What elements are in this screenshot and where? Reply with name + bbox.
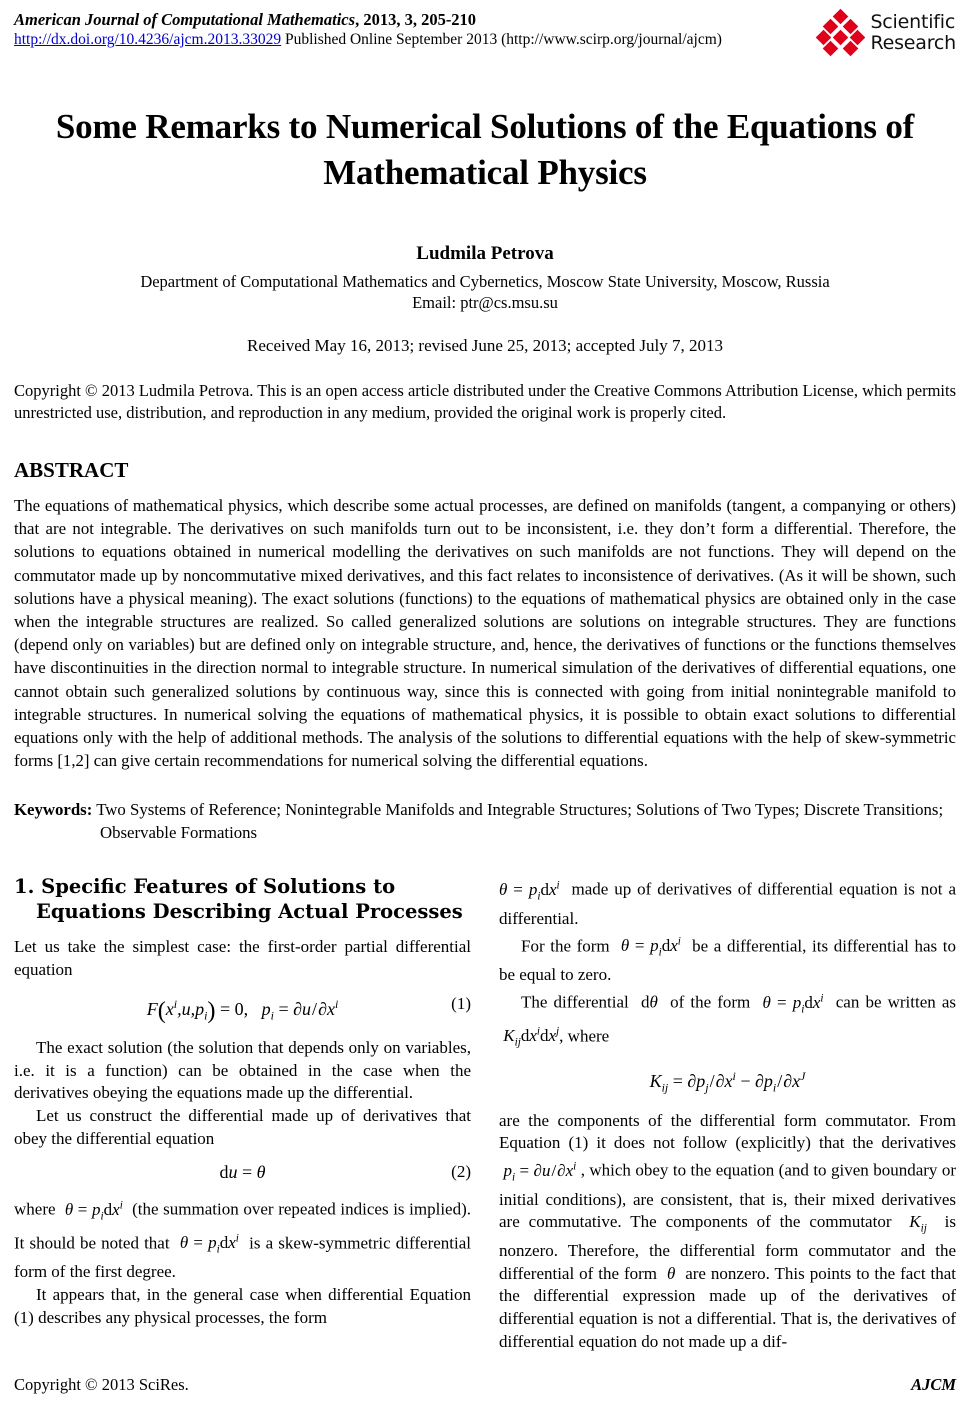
- doi-line: [14, 30, 844, 50]
- footer-copyright: Copyright © 2013 SciRes.: [14, 1375, 189, 1394]
- masthead-text: [14, 10, 844, 50]
- author-name: Ludmila Petrova: [416, 243, 554, 264]
- published-online-text: Published Online September 2013 (http://www.scirp.org/journal/ajcm): [281, 31, 722, 48]
- abstract-heading: ABSTRACT: [14, 458, 129, 482]
- author-email: Email: ptr@cs.msu.su: [412, 293, 558, 312]
- equation-1-number: (1): [451, 993, 471, 1013]
- right-p3-text-d: , where: [559, 1026, 610, 1046]
- equation-2: du = θ (2): [14, 1159, 471, 1185]
- keywords-label: Keywords:: [14, 800, 93, 820]
- right-p3-text-a: The differential: [521, 992, 629, 1012]
- keywords-list: Two Systems of Reference; Nonintegrable Manifolds and Integrable Structures; Solutions of Two Types; Discrete Transitions; Observable Formations: [96, 800, 944, 843]
- right-p2-text-a: For the form: [521, 936, 610, 956]
- right-paragraph-4: are the components of the differential form commutator. From Equation (1) it does not follow (explicitly) that the derivatives $p_i = \partial u/\partial x^i$ , which obey to the equation (and to given boundary or initial conditions), are consistent, that is, their mixed derivatives are commutative. The components of the commutator $K_{ij}$ is nonzero. Therefore, the differential form commutator and the differential of the form θ are nonzero. This points to the fact that the differential expression made up of the derivatives of differential equation is not a differential. That is, the derivatives of differential equation do not made up a dif-: [499, 1110, 957, 1351]
- right-p3-text-b: of the form: [670, 992, 751, 1012]
- right-p4-text-a: are the components of the differential form commutator. From Equation (1) it does not follow (explicitly) that the derivatives: [499, 1110, 956, 1153]
- paper-title: Some Remarks to Numerical Solutions of the Equations of Mathematical Physics: [55, 107, 915, 192]
- right-paragraph-2: For the form $\theta = p_idx^i$ be a differential, its differential has to be equal to zero.: [499, 935, 957, 985]
- right-p4-text-b: , which obey to the equation (and to given boundary or initial conditions), are consistent, that is, their mixed derivatives are commutative. The components of the commutator: [499, 1160, 956, 1232]
- right-paragraph-3: The differential dθ of the form $\theta = p_idx^i$ can be written as $K_{ij}dx^idx^j$, where: [503, 991, 957, 1049]
- right-paragraph-1: $\theta = p_idx^i$ made up of derivatives of differential equation is not a differential.: [499, 879, 956, 929]
- publisher-name-line2: Research: [870, 32, 956, 54]
- left-column: [14, 874, 471, 1353]
- right-p2-text-b: be a differential, its differential has to be equal to zero.: [499, 936, 957, 985]
- abstract-text: The equations of mathematical physics, which describe some actual processes, are defined on manifolds (tangent, a companying or others) that are not integrable. The derivatives on such manifolds turn out to be inconsistent, i.e. they don’t form a differential. Therefore, the solutions to equations obtained in numerical modelling the derivatives on such manifolds are not functions. They will depend on the commutator made up by noncommutative mixed derivatives, and this fact relates to inconsistence of derivatives. (As it will be shown, such solutions have a physical meaning). The exact solutions (functions) to the equations of mathematical physics are obtained only in the case when the integrable structures are realized. So called generalized solutions are solutions on integrable structures. They are functions (depend only on variables) but are defined only on integrable structure, and, hence, the derivatives of functions or the functions themselves have discontinuities in the direction normal to integrable structure. In numerical simulation of the derivatives of differential equations, one cannot obtain such generalized solutions by continuous way, since this is connected with going from initial nonintegrable manifold to integrable structures. In numerical solving the equations of mathematical physics, it is possible to obtain exact solutions to differential equations only with the help of additional methods. The analysis of the solutions to differential equations with the help of skew-symmetric forms [1,2] can give certain recommendations for numerical solving the differential equations.: [14, 496, 956, 771]
- publisher-name: [870, 12, 956, 54]
- body-columns: [14, 874, 956, 1353]
- section-1-heading: [14, 874, 471, 924]
- author-affiliation: Department of Computational Mathematics and Cybernetics, Moscow State University, Moscow, Russia: [140, 272, 830, 291]
- right-p1-text: made up of derivatives of differential equation is not a differential.: [499, 880, 956, 929]
- footer-journal-abbrev: AJCM: [911, 1375, 956, 1394]
- section-1-title: Specific Features of Solutions to Equations Describing Actual Processes: [36, 875, 463, 924]
- section-1-number: 1.: [14, 875, 35, 899]
- left-paragraph-5: It appears that, in the general case when differential Equation (1) describes any physical processes, the form: [14, 1285, 471, 1327]
- left-p4-text-a: where: [14, 1199, 56, 1219]
- publisher-name-line1: Scientific: [870, 11, 956, 33]
- right-p3-text-c: can be written as: [835, 992, 957, 1012]
- scientific-research-diamond-icon: [818, 10, 864, 56]
- journal-name: American Journal of Computational Mathematics: [14, 10, 356, 29]
- left-p4-text-b: (the summation over repeated indices is implied). It should be noted that: [14, 1199, 472, 1253]
- submission-dates: Received May 16, 2013; revised June 25, 2013; accepted July 7, 2013: [247, 336, 723, 355]
- right-p4-text-d: are nonzero. This points to the fact that the differential expression made up of the derivatives of differential equation is not a differential. That is, the derivatives of differential equation do not made up a dif-: [499, 1263, 957, 1351]
- doi-link[interactable]: http://dx.doi.org/10.4236/ajcm.2013.33029: [14, 31, 282, 48]
- journal-issue-meta: , 2013, 3, 205-210: [355, 10, 477, 29]
- equation-2-number: (2): [451, 1162, 471, 1182]
- publisher-logo: [818, 10, 956, 56]
- keywords-block: [14, 798, 956, 844]
- page-footer: [14, 1375, 956, 1395]
- left-paragraph-4: where $\theta = p_idx^i$ (the summation over repeated indices is implied). It should be noted that $\theta = p_idx^i$ is a skew-symmetric differential form of the first degree.: [14, 1199, 472, 1282]
- left-paragraph-3: Let us construct the differential made up of derivatives that obey the differential equation: [14, 1106, 471, 1148]
- equation-1: $F(x^i,u,p_i) = 0$, $p_i = \partial u/\partial x^i$ (1): [14, 991, 471, 1029]
- masthead: [14, 10, 956, 62]
- equation-commutator-components: $K_{ij} = \partial p_j/\partial x^i - \partial p_i/\partial x^J$: [649, 1069, 806, 1095]
- left-paragraph-2: The exact solution (the solution that depends only on variables, i.e. it is a function) can be obtained in the case when the derivatives obeying the equations made up the differential.: [14, 1038, 471, 1103]
- copyright-license-note: Copyright © 2013 Ludmila Petrova. This is an open access article distributed under the Creative Commons Attribution License, which permits unrestricted use, distribution, and reproduction in any medium, provided the original work is properly cited.: [14, 381, 957, 422]
- journal-citation-line: [14, 10, 844, 30]
- left-paragraph-1: Let us take the simplest case: the first-order partial differential equation: [14, 937, 471, 980]
- left-p4-text-c: is a skew-symmetric differential form of the first degree.: [14, 1233, 472, 1282]
- right-column: [499, 874, 956, 1353]
- right-p4-text-c: is nonzero. Therefore, the differential form commutator and the differential of the form: [499, 1212, 957, 1283]
